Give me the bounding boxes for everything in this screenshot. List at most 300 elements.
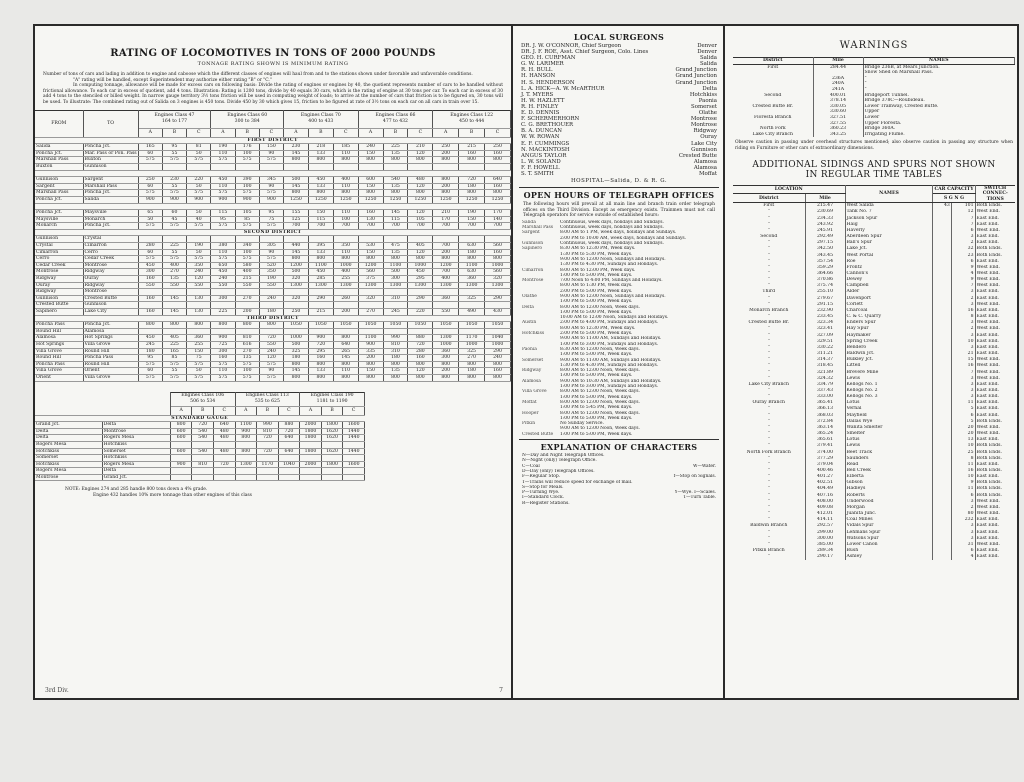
- telegraph-hours: 8:00 AM to 12:00 Noon, Week days.: [560, 389, 640, 395]
- tonnage-cell: 450: [138, 262, 162, 269]
- siding-ng: 6: [951, 493, 975, 499]
- surgeons-telegraph-panel: [515, 26, 725, 698]
- engine-note-2: Engine 432 handles 10% more tonnage than other engines of this class: [93, 493, 252, 499]
- tonnage-cell: 800: [308, 256, 333, 263]
- tonnage-cell: 1000: [284, 335, 309, 342]
- siding-district: ": [733, 271, 805, 277]
- siding-switch: West End.: [976, 264, 1000, 270]
- siding-switch: East End.: [976, 474, 999, 480]
- tonnage-cell: 85: [235, 216, 259, 223]
- warning-district: First: [733, 64, 813, 70]
- tonnage-cell: 190: [459, 210, 485, 217]
- tonnage-cell: 640: [278, 435, 300, 442]
- tonnage-cell: 1620: [321, 448, 343, 455]
- siding-name: Kellogs No. 2: [845, 388, 933, 394]
- siding-ng: 7: [951, 222, 975, 228]
- telegraph-hours: 10:00 AM to 12:00 Noon, Sundays and Holidays.: [560, 315, 669, 321]
- tonnage-cell: 250: [485, 144, 511, 151]
- siding-name: Mayfield: [845, 413, 933, 419]
- telegraph-hours: Continuous, week days, holidays and Sundays.: [560, 219, 664, 225]
- tonnage-cell: 800: [162, 322, 186, 329]
- std-letter-header: B: [192, 406, 214, 415]
- tonnage-cell: 1050: [333, 322, 358, 329]
- from-station: Hot Springs: [35, 341, 83, 348]
- tonnage-cell: [235, 163, 259, 170]
- siding-sg: 43: [933, 203, 951, 210]
- siding-district: ": [733, 388, 805, 394]
- warning-name: Bridge 360A.: [864, 126, 896, 132]
- tonnage-cell: 800: [333, 361, 358, 368]
- siding-name: Cannon's: [845, 271, 933, 277]
- siding-ng: 6: [951, 413, 975, 419]
- tonnage-cell: 550: [259, 282, 283, 289]
- telegraph-hours: 9:00 AM to 12:00 Noon, Sundays and Holidays.: [560, 294, 666, 299]
- siding-name: Ashley: [845, 554, 933, 560]
- siding-mile: 329.51: [805, 339, 845, 345]
- siding-switch: Both Ends.: [976, 246, 1002, 252]
- siding-switch: Both Ends.: [976, 203, 1002, 209]
- tonnage-cell: [433, 163, 459, 170]
- tonnage-cell: 990: [383, 335, 408, 342]
- from-station: Poncha Pass: [35, 361, 83, 368]
- tonnage-cell: 1800: [321, 422, 343, 429]
- tonnage-cell: 810: [257, 428, 279, 435]
- siding-switch: West End.: [976, 277, 1000, 283]
- siding-mile: 343.45: [805, 253, 845, 259]
- tonnage-cell: 240: [259, 295, 283, 302]
- siding-mile: 300.00: [805, 536, 845, 542]
- surgeon-place: Lake City: [690, 140, 717, 147]
- tonnage-cell: 575: [187, 223, 211, 230]
- tonnage-cell: [213, 455, 235, 462]
- tonnage-cell: 100: [235, 183, 259, 190]
- from-station: Sargent: [35, 183, 83, 190]
- tonnage-cell: 400: [235, 269, 259, 276]
- tonnage-cell: 1050: [459, 322, 485, 329]
- tonnage-cell: 115: [383, 216, 408, 223]
- tonnage-cell: 810: [192, 461, 214, 468]
- siding-ng: 7: [951, 283, 975, 289]
- tonnage-cell: 95: [259, 210, 283, 217]
- tonnage-cell: 145: [383, 210, 408, 217]
- tonnage-cell: 800: [358, 256, 383, 263]
- surgeon-place: Hotchkiss: [689, 91, 717, 98]
- siding-mile: 292.57: [805, 523, 845, 529]
- tonnage-cell: 720: [259, 335, 283, 342]
- surgeon-row: [515, 171, 723, 177]
- siding-switch: Both Ends.: [976, 449, 1002, 455]
- tonnage-cell: 800: [333, 374, 358, 381]
- surgeons-list: [515, 43, 723, 177]
- tonnage-cell: 145: [284, 183, 309, 190]
- tonnage-cell: 133: [308, 249, 333, 256]
- from-station: Poncha Jct.: [35, 150, 83, 157]
- warning-district: Lake City Branch: [733, 132, 813, 138]
- from-station: Ridgway: [35, 289, 83, 296]
- tonnage-cell: 720: [213, 461, 235, 468]
- tonnage-cell: 120: [408, 249, 433, 256]
- telegraph-row: [521, 432, 717, 437]
- siding-district: ": [733, 505, 805, 511]
- explanation-text-2: T—Turn Table.: [683, 495, 716, 501]
- surgeon-place: Ouray: [700, 134, 717, 141]
- tonnage-cell: 155: [284, 210, 309, 217]
- siding-district: ": [733, 345, 805, 351]
- surgeon-place: Crested Butte: [678, 152, 717, 159]
- siding-district: ": [733, 253, 805, 259]
- siding-mile: 385.00: [805, 542, 845, 548]
- to-station: Rogers Mesa: [102, 435, 170, 442]
- tonnage-cell: 575: [187, 374, 211, 381]
- tonnage-cell: 130: [187, 309, 211, 316]
- tonnage-cell: [485, 328, 511, 335]
- siding-switch: East End.: [976, 394, 999, 400]
- telegraph-hours: 2:00 PM to 5:00 PM, Week days.: [560, 331, 633, 337]
- tonnage-cell: 575: [138, 256, 162, 263]
- tonnage-cell: [433, 328, 459, 335]
- tonnage-cell: 720: [459, 177, 485, 184]
- from-station: Round Hill: [35, 328, 83, 335]
- from-station: Gunnison: [35, 236, 83, 243]
- siding-switch: East End.: [976, 548, 999, 554]
- rating-letter-header: C: [333, 128, 358, 137]
- siding-name: Elberta: [845, 474, 933, 480]
- explanation-text: P—Turning Wye.: [522, 490, 560, 496]
- tonnage-cell: [408, 302, 433, 309]
- siding-ng: 2: [951, 240, 975, 246]
- siding-district: ": [733, 326, 805, 332]
- siding-ng: 8: [951, 314, 975, 320]
- location-header: LOCATION: [733, 185, 845, 194]
- tonnage-cell: 550: [211, 282, 235, 289]
- tonnage-cell: 500: [383, 269, 408, 276]
- tonnage-cell: 400: [433, 276, 459, 283]
- tonnage-cell: 600: [170, 448, 192, 455]
- std-letter-header: C: [278, 406, 300, 415]
- tonnage-cell: 575: [187, 157, 211, 164]
- telegraph-intro: The following hours will prevail at all main line and branch train order telegraph offices on the Third Division. Except as emergency exists. Trainmen must not call Telegraph operators for service outside of established hours:: [523, 202, 715, 219]
- tonnage-cell: 135: [162, 276, 186, 283]
- tonnage-cell: [257, 468, 279, 475]
- telegraph-hours: 1:00 PM to 5:00 PM, Week days.: [560, 272, 633, 278]
- tonnage-cell: [284, 302, 309, 309]
- tonnage-cell: 60: [138, 183, 162, 190]
- rating-row: [35, 223, 511, 230]
- tonnage-cell: 550: [138, 282, 162, 289]
- tonnage-cell: 800: [333, 256, 358, 263]
- tonnage-cell: 1300: [433, 335, 459, 342]
- tonnage-cell: [459, 289, 485, 296]
- siding-ng: 16: [951, 468, 975, 474]
- tonnage-cell: [162, 302, 186, 309]
- siding-ng: 5: [951, 419, 975, 425]
- siding-district: ": [733, 363, 805, 369]
- tonnage-cell: 200: [333, 309, 358, 316]
- tonnage-cell: 1620: [321, 428, 343, 435]
- to-station: Poncha Jct.: [83, 322, 138, 329]
- tonnage-cell: 60: [138, 249, 162, 256]
- tonnage-cell: 190: [259, 276, 283, 283]
- warning-district: Floresta Branch: [733, 115, 813, 121]
- siding-switch: Both Ends.: [976, 455, 1002, 461]
- rating-row: [35, 348, 511, 355]
- tonnage-cell: [343, 455, 365, 462]
- tonnage-cell: 575: [259, 190, 283, 197]
- explanation-text: F—Regular Stop.: [522, 474, 561, 480]
- siding-switch: East End.: [976, 314, 999, 320]
- tonnage-cell: 480: [213, 428, 235, 435]
- siding-name: Watsons Spur: [845, 536, 933, 542]
- surgeon-place: Gunnison: [691, 146, 717, 153]
- siding-switch: East End.: [976, 215, 999, 221]
- telegraph-station: Montrose: [522, 278, 544, 284]
- surgeon-name: DR. J. W. O'CONNOR, Chief Surgeon: [521, 43, 622, 49]
- row-spacer: [35, 203, 511, 210]
- siding-ng: 13: [951, 437, 975, 443]
- tonnage-cell: 95: [162, 144, 186, 151]
- siding-name: Dallas Wye: [845, 419, 933, 425]
- siding-name: Dewey: [845, 277, 933, 283]
- tonnage-cell: 800: [308, 374, 333, 381]
- tonnage-cell: 900: [358, 341, 383, 348]
- warning-name: Upper: [864, 109, 880, 115]
- tonnage-cell: [259, 163, 283, 170]
- warning-name: Bridgeport Tunnel.: [864, 92, 909, 98]
- tonnage-cell: 450: [138, 335, 162, 342]
- surgeon-name: L. W. SOLAND: [521, 158, 561, 165]
- siding-name: Enders Spur: [845, 320, 933, 326]
- rating-row: [35, 183, 511, 190]
- siding-mile: 366.13: [805, 406, 845, 412]
- tonnage-cell: 480: [213, 448, 235, 455]
- tonnage-cell: [321, 455, 343, 462]
- siding-switch: West End.: [976, 209, 1000, 215]
- siding-name: Ball's Spur: [845, 240, 933, 246]
- tonnage-cell: 800: [485, 157, 511, 164]
- tonnage-cell: [284, 289, 309, 296]
- siding-mile: 374.00: [805, 450, 845, 456]
- gauge-header: S G N G: [933, 194, 975, 203]
- siding-switch: West End.: [976, 283, 1000, 289]
- siding-mile: 368.03: [805, 413, 845, 419]
- tonnage-cell: 180: [284, 355, 309, 362]
- siding-district: ": [733, 413, 805, 419]
- tonnage-cell: [211, 328, 235, 335]
- siding-ng: 5: [951, 406, 975, 412]
- tonnage-cell: 60: [138, 150, 162, 157]
- tonnage-cell: 800: [235, 435, 257, 442]
- siding-ng: 3: [951, 289, 975, 295]
- tonnage-cell: 650: [211, 262, 235, 269]
- siding-mile: 407.16: [805, 493, 845, 499]
- siding-district: ": [733, 351, 805, 357]
- tonnage-cell: 50: [187, 183, 211, 190]
- mile-header: Mile: [805, 194, 845, 203]
- tonnage-cell: 170: [433, 216, 459, 223]
- tonnage-cell: 800: [433, 190, 459, 197]
- surgeon-name: R. H. FINLEY: [521, 103, 559, 110]
- tonnage-cell: 475: [383, 243, 408, 250]
- rating-row: [35, 302, 511, 309]
- tonnage-cell: 575: [211, 256, 235, 263]
- tonnage-cell: 800: [433, 374, 459, 381]
- siding-switch: Both Ends.: [976, 486, 1002, 492]
- tonnage-cell: 575: [259, 374, 283, 381]
- telegraph-hours: 9:00 AM to 10:30 AM, Sundays and Holidays.: [560, 378, 662, 384]
- telegraph-hours: 1:00 PM to 5:45 PM, Week days.: [560, 405, 633, 411]
- std-letter-header: B: [257, 406, 279, 415]
- tonnage-cell: [321, 468, 343, 475]
- warning-mile: 378.14: [813, 98, 863, 104]
- surgeon-name: H. HANSON: [521, 73, 556, 80]
- tonnage-cell: 900: [211, 196, 235, 203]
- surgeon-name: J. T. MYERS: [521, 91, 554, 98]
- tonnage-cell: 700: [333, 223, 358, 230]
- tonnage-cell: 550: [162, 282, 186, 289]
- siding-ng: 8: [951, 456, 975, 462]
- tonnage-cell: 440: [284, 243, 309, 250]
- tonnage-cell: 1000: [408, 262, 433, 269]
- from-station: Hotchkiss: [35, 461, 102, 468]
- tonnage-cell: 700: [308, 223, 333, 230]
- tonnage-cell: [308, 289, 333, 296]
- tonnage-cell: [343, 474, 365, 481]
- tonnage-cell: [278, 474, 300, 481]
- tonnage-cell: 800: [358, 157, 383, 164]
- surgeon-name: F. F. HOWELL: [521, 164, 560, 171]
- tonnage-cell: 135: [383, 150, 408, 157]
- to-station: Crested Butte: [83, 295, 138, 302]
- siding-mile: 243.92: [805, 222, 845, 228]
- siding-district: ": [733, 376, 805, 382]
- tonnage-cell: 1300: [308, 282, 333, 289]
- siding-switch: East End.: [976, 344, 999, 350]
- tonnage-cell: 320: [284, 276, 309, 283]
- tonnage-cell: 225: [211, 309, 235, 316]
- standard-gauge-table: [35, 392, 365, 482]
- warning-mile: 343.25: [813, 132, 863, 138]
- tonnage-cell: 81: [187, 144, 211, 151]
- tonnage-cell: 1050: [408, 322, 433, 329]
- to-station: Ridgway: [83, 269, 138, 276]
- tonnage-cell: [278, 455, 300, 462]
- telegraph-hours: 1:00 PM to 5:00 PM, Week days.: [560, 373, 633, 379]
- std-row: [35, 468, 365, 475]
- siding-switch: East End.: [976, 221, 999, 227]
- std-letter-header: A: [170, 406, 192, 415]
- tonnage-cell: 135: [235, 355, 259, 362]
- siding-district: ": [733, 283, 805, 289]
- tonnage-cell: 160: [138, 295, 162, 302]
- to-station: Buxton: [83, 157, 138, 164]
- to-station: Cerro: [83, 249, 138, 256]
- siding-mile: 311.21: [805, 351, 845, 357]
- tonnage-cell: 270: [459, 355, 485, 362]
- tonnage-cell: [187, 236, 211, 243]
- tonnage-cell: 395: [308, 243, 333, 250]
- telegraph-hours: 1:00 PM to 3:00 PM, Sundays and Holidays.: [560, 384, 659, 390]
- tonnage-cell: 1300: [284, 282, 309, 289]
- tonnage-cell: 75: [187, 355, 211, 362]
- tonnage-cell: 1620: [321, 435, 343, 442]
- tonnage-cell: 640: [278, 448, 300, 455]
- siding-district: ": [733, 517, 805, 523]
- from-station: Poncha Jct.: [35, 210, 83, 217]
- siding-name: Haverly: [845, 228, 933, 234]
- siding-ng: 31: [951, 542, 975, 548]
- warning-name: Snow Shed on Marshall Pass.: [864, 70, 934, 76]
- telegraph-station: Delta: [522, 304, 534, 310]
- rating-letter-header: A: [433, 128, 459, 137]
- from-station: Gunnison: [35, 295, 83, 302]
- tonnage-cell: [235, 302, 259, 309]
- from-header: FROM: [35, 110, 83, 137]
- siding-ng: 3: [951, 523, 975, 529]
- tonnage-cell: [333, 328, 358, 335]
- tonnage-cell: 210: [408, 144, 433, 151]
- tonnage-cell: [433, 236, 459, 243]
- tonnage-cell: 800: [138, 322, 162, 329]
- rating-row: [35, 256, 511, 263]
- tonnage-cell: 575: [187, 190, 211, 197]
- tonnage-cell: 160: [138, 309, 162, 316]
- siding-mile: 408.00: [805, 499, 845, 505]
- tonnage-cell: 400: [333, 177, 358, 184]
- to-station: Gunnison: [83, 163, 138, 170]
- surgeon-place: Alamosa: [693, 164, 717, 171]
- district-heading: SECOND DISTRICT: [35, 229, 511, 236]
- tonnage-cell: 295: [408, 276, 433, 283]
- tonnage-cell: [259, 289, 283, 296]
- tonnage-cell: 110: [333, 183, 358, 190]
- tonnage-cell: 360: [433, 295, 459, 302]
- tonnage-cell: 95: [138, 355, 162, 362]
- tonnage-cell: 800: [459, 190, 485, 197]
- rating-table: [35, 110, 511, 382]
- tonnage-cell: 145: [162, 295, 186, 302]
- tonnage-cell: 800: [211, 322, 235, 329]
- tonnage-cell: [235, 441, 257, 448]
- siding-ng: 3: [951, 530, 975, 536]
- warning-mile: 236A: [813, 76, 863, 82]
- warning-name: ": [864, 81, 867, 87]
- surgeon-place: Alamosa: [693, 158, 717, 165]
- tonnage-cell: [259, 328, 283, 335]
- tonnage-cell: 110: [211, 150, 235, 157]
- siding-name: Aberdeen Spur: [845, 234, 933, 240]
- tonnage-cell: 800: [284, 374, 309, 381]
- to-station: Delta: [102, 468, 170, 475]
- tonnage-cell: 105: [408, 216, 433, 223]
- std-row: [35, 455, 365, 462]
- siding-switch: East End.: [976, 258, 999, 264]
- telegraph-hours: 8:00 AM to 12:30 PM, Week days.: [560, 325, 636, 331]
- siding-mile: 215.47: [805, 203, 845, 210]
- siding-mile: 230.69: [805, 209, 845, 215]
- tonnage-cell: [408, 289, 433, 296]
- tonnage-cell: 720: [192, 422, 214, 429]
- siding-switch: East End.: [976, 529, 999, 535]
- rating-letter-header: B: [162, 128, 186, 137]
- siding-name: Davenport: [845, 296, 933, 302]
- tonnage-cell: 800: [259, 322, 283, 329]
- to-station: Marshall Pass: [83, 183, 138, 190]
- tonnage-cell: 300: [138, 269, 162, 276]
- siding-district: ": [733, 406, 805, 412]
- siding-sg: [933, 554, 951, 560]
- std-engine-class-range: 535 to 625: [254, 399, 280, 405]
- from-station: Poncha Pass: [35, 322, 83, 329]
